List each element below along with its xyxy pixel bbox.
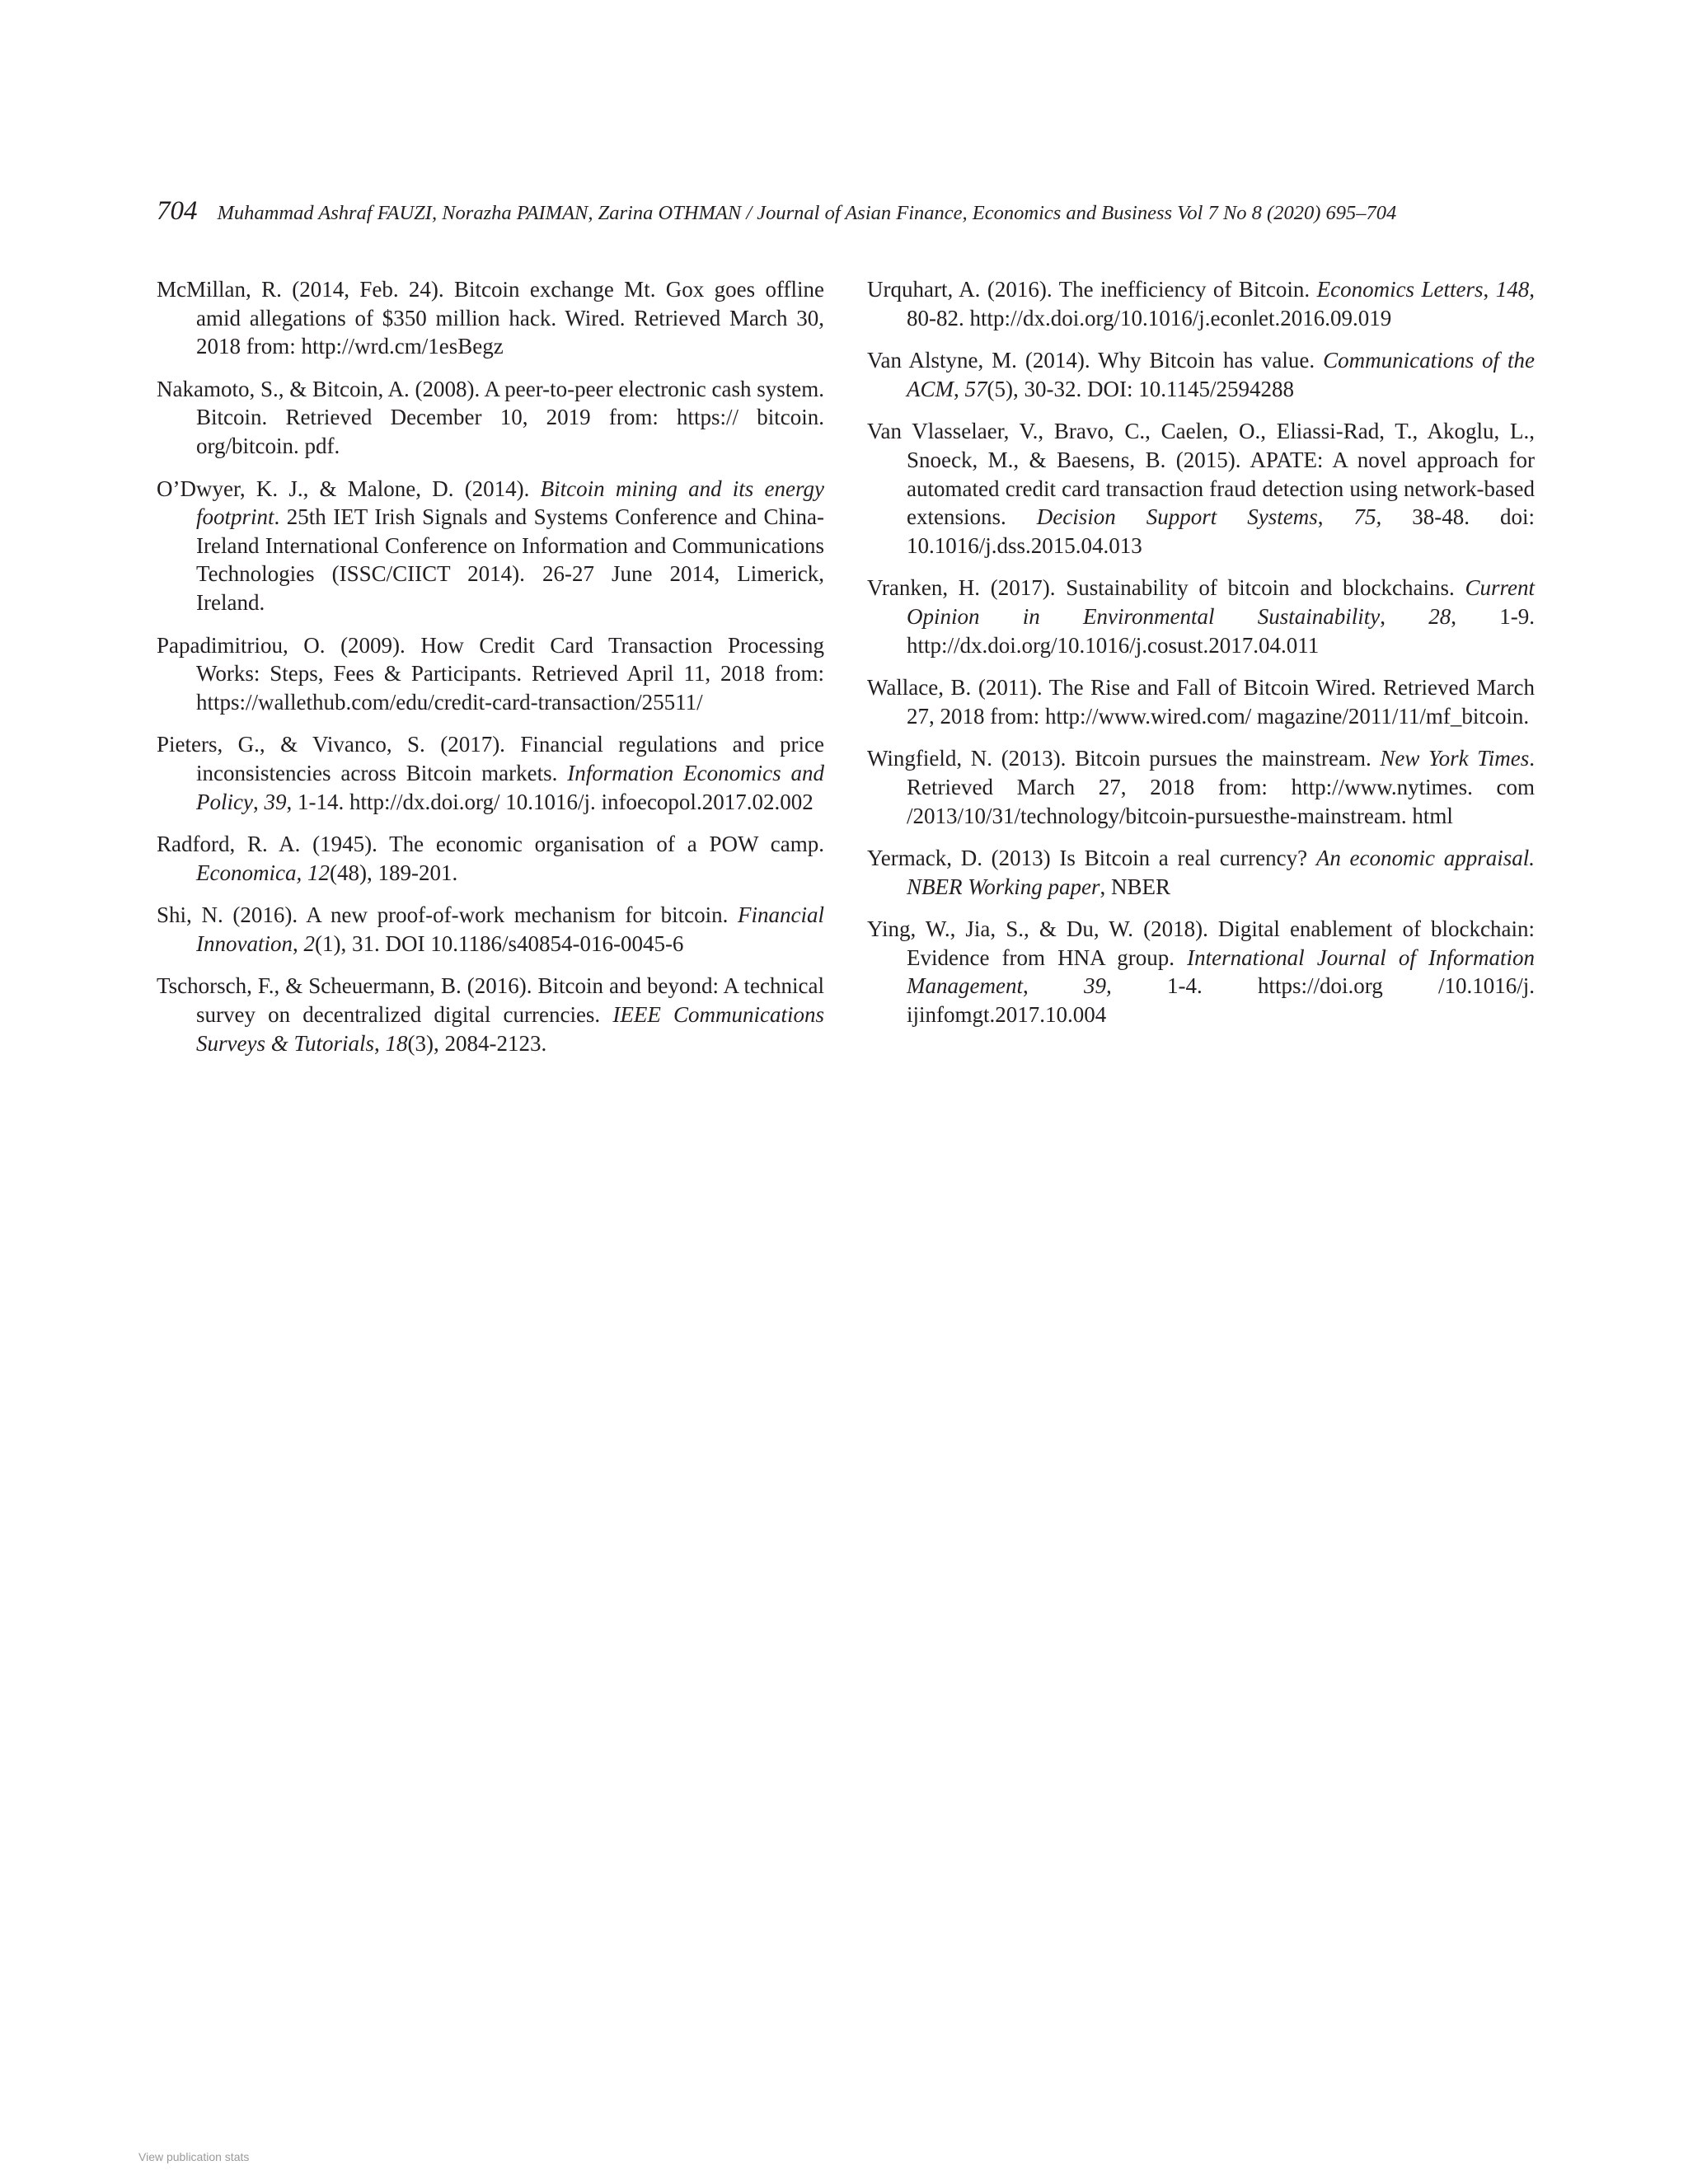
reference-italic-text: 57 (964, 376, 987, 401)
reference-text: , (292, 930, 304, 956)
view-publication-stats-link[interactable]: View publication stats (138, 2150, 250, 2163)
reference-italic-text: 28 (1428, 603, 1451, 629)
reference-entry (157, 275, 824, 361)
reference-italic-text: 18 (385, 1030, 408, 1056)
reference-text: Van Vlasselaer, V., Bravo, C., Caelen, O., Eliassi-Rad, T., Akoglu, L., Snoeck, M., & Baesens, B. (2015). APATE: A novel approach for automated credit card transaction fraud detection using network-based extensions. (867, 419, 1535, 530)
references-right-column (867, 275, 1535, 1043)
reference-italic-text: IEEE Communications Surveys & Tutorials (196, 1002, 824, 1056)
reference-italic-text: 2 (303, 930, 315, 956)
reference-text: Wingfield, N. (2013). Bitcoin pursues the mainstream. (867, 746, 1381, 771)
reference-text: Radford, R. A. (1945). The economic organisation of a POW camp. (157, 832, 824, 857)
reference-text: , (374, 1030, 386, 1056)
reference-text: Pieters, G., & Vivanco, S. (2017). Financial regulations and price inconsistencies across Bitcoin markets. (157, 732, 824, 785)
reference-text: 38-48. doi: 10.1016/j.dss.2015.04.013 (907, 504, 1536, 558)
reference-text: Papadimitriou, O. (2009). How Credit Card Transaction Processing Works: Steps, Fees & Participants. Retrieved April 11, 2018 from: https://wallethub.com/edu/credit-card-transaction/25511/ (157, 632, 824, 715)
reference-text: , (1317, 504, 1354, 530)
reference-entry (867, 673, 1535, 730)
reference-italic-text: Economics Letters (1316, 277, 1484, 302)
reference-italic-text: Bitcoin mining and its energy footprint (196, 476, 824, 530)
reference-entry (157, 475, 824, 617)
reference-italic-text: New York Times (1380, 746, 1530, 771)
reference-text: Yermack, D. (2013) Is Bitcoin a real currency? (867, 846, 1316, 871)
reference-text: Wallace, B. (2011). The Rise and Fall of Bitcoin Wired. Retrieved March 27, 2018 from: http://www.wired.com/ magazine/2011/11/mf_bitcoin. (867, 675, 1535, 729)
reference-text: (3), 2084-2123. (407, 1030, 547, 1056)
reference-italic-text: An economic appraisal. NBER Working paper (907, 846, 1535, 899)
reference-text: (5), 30-32. DOI: 10.1145/2594288 (987, 376, 1294, 401)
reference-text: 80-82. http://dx.doi.org/10.1016/j.econlet.2016.09.019 (907, 305, 1392, 330)
reference-italic-text: 148, (1495, 277, 1535, 302)
reference-text: , (252, 789, 265, 814)
reference-text: Urquhart, A. (2016). The inefficiency of Bitcoin. (867, 277, 1317, 302)
reference-text: , (1483, 277, 1496, 302)
reference-italic-text: 75, (1353, 504, 1382, 530)
reference-text: 1-4. https://doi.org /10.1016/j. ijinfomgt.2017.10.004 (907, 973, 1536, 1028)
reference-italic-text: Information Economics and Policy (196, 760, 824, 814)
reference-text: , (1022, 973, 1084, 999)
reference-text: Vranken, H. (2017). Sustainability of bitcoin and blockchains. (867, 575, 1465, 601)
reference-entry (867, 574, 1535, 659)
reference-text: Ying, W., Jia, S., & Du, W. (2018). Digital enablement of blockchain: Evidence from HNA group. (867, 916, 1535, 970)
reference-text: , NBER (1100, 874, 1170, 899)
reference-text: Nakamoto, S., & Bitcoin, A. (2008). A peer-to-peer electronic cash system. Bitcoin. Retrieved December 10, 2019 from: https:// bitcoin. org/bitcoin. pdf. (157, 376, 825, 458)
reference-text: Tschorsch, F., & Scheuermann, B. (2016). Bitcoin and beyond: A technical survey on decentralized digital currencies. (157, 973, 824, 1028)
reference-text: (48), 189-201. (329, 860, 458, 885)
reference-italic-text: Decision Support Systems (1036, 504, 1318, 530)
reference-entry (867, 915, 1535, 1029)
reference-text: . 25th IET Irish Signals and Systems Conference and China-Ireland International Conference on Information and Communications Technologies (ISSC/CIICT 2014). 26-27 June 2014, Limerick, Ireland. (196, 504, 824, 615)
reference-text: Van Alstyne, M. (2014). Why Bitcoin has value. (867, 348, 1324, 373)
running-header (157, 196, 1533, 227)
reference-entry (867, 744, 1535, 830)
reference-entry (867, 417, 1535, 560)
reference-italic-text: Financial Innovation (196, 902, 824, 956)
reference-italic-text: Current Opinion in Environmental Sustainability (907, 575, 1535, 629)
reference-entry (157, 972, 824, 1057)
reference-text: O’Dwyer, K. J., & Malone, D. (2014). (157, 476, 541, 501)
reference-entry (867, 844, 1535, 901)
reference-italic-text: Economica, 12 (196, 860, 330, 885)
reference-text: . Retrieved March 27, 2018 from: http://www.nytimes. com /2013/10/31/technology/bitcoin-pursuesthe-mainstream. html (907, 746, 1535, 828)
page-number: 704 (157, 196, 198, 226)
reference-entry (157, 631, 824, 717)
reference-italic-text: 39 (264, 789, 287, 814)
header-citation: Muhammad Ashraf FAUZI, Norazha PAIMAN, Zarina OTHMAN / Journal of Asian Finance, Economics and Business Vol 7 No 8 (2020) 695–704 (217, 202, 1397, 224)
reference-entry (157, 830, 824, 887)
reference-italic-text: International Journal of Information Management (907, 944, 1535, 999)
reference-text: McMillan, R. (2014, Feb. 24). Bitcoin exchange Mt. Gox goes offline amid allegations of $350 million hack. Wired. Retrieved March 30, 2018 from: http://wrd.cm/1esBegz (157, 277, 824, 359)
reference-text: , 1-9. http://dx.doi.org/10.1016/j.cosust.2017.04.011 (907, 603, 1535, 658)
reference-entry (157, 375, 824, 461)
references-left-column (157, 275, 824, 1071)
reference-italic-text: 39, (1083, 973, 1112, 999)
reference-text: , 1-14. http://dx.doi.org/ 10.1016/j. infoecopol.2017.02.002 (286, 789, 814, 814)
reference-text: , (1380, 603, 1429, 629)
reference-entry (867, 346, 1535, 403)
reference-entry (867, 275, 1535, 332)
reference-italic-text: Communications of the ACM (907, 348, 1535, 401)
reference-entry (157, 901, 824, 958)
reference-text: , (954, 376, 965, 401)
reference-text: Shi, N. (2016). A new proof-of-work mechanism for bitcoin. (157, 902, 738, 928)
reference-entry (157, 730, 824, 816)
reference-text: (1), 31. DOI 10.1186/s40854-016-0045-6 (314, 930, 684, 956)
